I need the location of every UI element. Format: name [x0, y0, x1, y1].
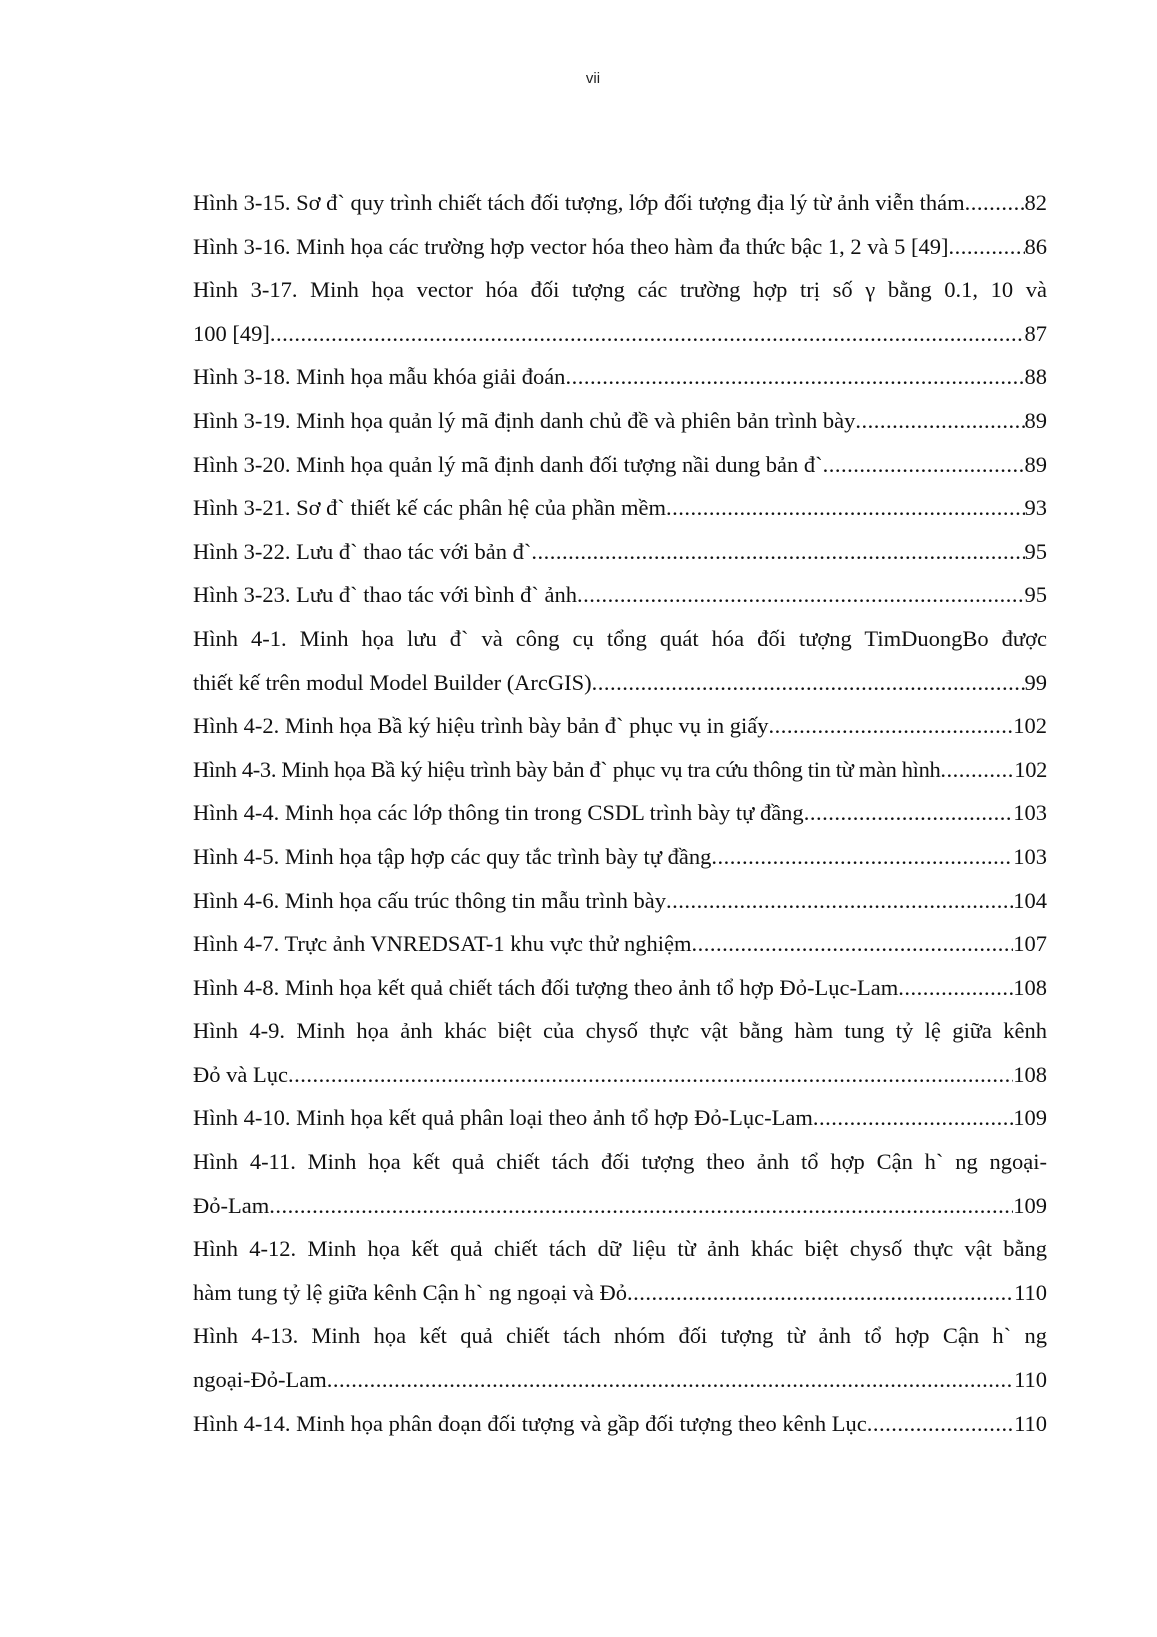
dot-leader	[531, 530, 1024, 574]
toc-entry	[193, 573, 1047, 617]
entry-page: 95	[1024, 582, 1047, 608]
entry-title: Hình 4-4. Minh họa các lớp thông tin trong CSDL trình bày tự đầng	[193, 800, 804, 826]
toc-entry	[193, 791, 1047, 835]
dot-leader	[898, 966, 1013, 1010]
entry-title: Hình 4-14. Minh họa phân đoạn đối tượng và gầp đối tượng theo kênh Lục	[193, 1410, 867, 1436]
entry-title: Hình 4-5. Minh họa tập hợp các quy tắc trình bày tự đầng	[193, 843, 712, 869]
dot-leader	[769, 704, 1014, 748]
entry-title-continued: thiết kế trên modul Model Builder (ArcGIS)	[193, 669, 592, 695]
entry-page: 102	[1014, 756, 1047, 782]
entry-title-continued: Đỏ và Lục	[193, 1061, 288, 1087]
entry-page: 108	[1013, 1061, 1047, 1087]
toc-entry	[193, 704, 1047, 748]
toc-entry	[193, 443, 1047, 487]
entry-page: 103	[1013, 843, 1047, 869]
dot-leader	[965, 181, 1025, 225]
dot-leader	[711, 835, 1013, 879]
toc-entry	[193, 355, 1047, 399]
dot-leader	[823, 443, 1025, 487]
entry-page: 99	[1024, 669, 1047, 695]
toc-entry	[193, 879, 1047, 923]
entry-title-continued: hàm tung tỷ lệ giữa kênh Cận h` ng ngoại và Đỏ	[193, 1279, 627, 1305]
entry-title: Hình 4-12. Minh họa kết quả chiết tách dữ liệu từ ảnh khác biệt chysố thực vật bằng	[193, 1236, 1047, 1262]
toc-entry	[193, 1140, 1047, 1227]
toc-entry	[193, 1096, 1047, 1140]
entry-page: 95	[1024, 538, 1047, 564]
dot-leader	[867, 1402, 1014, 1446]
entry-title: Hình 3-22. Lưu đ` thao tác với bản đ`	[193, 538, 532, 564]
entry-title: Hình 4-2. Minh họa Bầ ký hiệu trình bày bản đ` phục vụ in giấy	[193, 713, 769, 739]
entry-title-continued: 100 [49]	[193, 320, 270, 346]
entry-page: 86	[1024, 233, 1047, 259]
dot-leader	[270, 312, 1025, 356]
toc-entry	[193, 268, 1047, 355]
entry-title: Hình 4-9. Minh họa ảnh khác biệt của chysố thực vật bằng hàm tung tỷ lệ giữa kênh	[193, 1018, 1047, 1044]
dot-leader	[288, 1053, 1013, 1097]
entry-page: 103	[1013, 800, 1047, 826]
toc-entry	[193, 399, 1047, 443]
entry-title: Hình 4-10. Minh họa kết quả phân loại theo ảnh tổ hợp Đỏ-Lục-Lam	[193, 1105, 813, 1131]
dot-leader	[855, 399, 1024, 443]
entry-title: Hình 4-6. Minh họa cấu trúc thông tin mẫu trình bày	[193, 887, 667, 913]
dot-leader	[691, 922, 1013, 966]
dot-leader	[948, 225, 1024, 269]
entry-page: 108	[1013, 974, 1047, 1000]
entry-title-continued: ngoại-Đỏ-Lam	[193, 1367, 327, 1393]
entry-page: 107	[1013, 931, 1047, 957]
toc-entry	[193, 530, 1047, 574]
entry-title: Hình 3-18. Minh họa mẫu khóa giải đoán	[193, 364, 566, 390]
entry-title: Hình 3-21. Sơ đ` thiết kế các phân hệ của phần mềm	[193, 495, 667, 521]
entry-title-continued: Đỏ-Lam	[193, 1192, 270, 1218]
entry-title: Hình 3-23. Lưu đ` thao tác với bình đ` ảnh	[193, 582, 578, 608]
entry-page: 88	[1024, 364, 1047, 390]
toc-entry	[193, 225, 1047, 269]
toc-entry	[193, 1314, 1047, 1401]
toc-entry	[193, 966, 1047, 1010]
entry-page: 89	[1024, 407, 1047, 433]
entry-page: 82	[1024, 190, 1047, 215]
toc-entry	[193, 922, 1047, 966]
toc-entry	[193, 486, 1047, 530]
toc-entry	[193, 748, 1047, 792]
entry-page: 102	[1013, 713, 1047, 739]
toc-entry	[193, 1227, 1047, 1314]
entry-title: Hình 3-17. Minh họa vector hóa đối tượng các trường hợp trị số γ bằng 0.1, 10 và	[193, 277, 1047, 303]
toc-entry	[193, 1009, 1047, 1096]
entry-title: Hình 4-7. Trực ảnh VNREDSAT-1 khu vực thử nghiệm	[193, 931, 692, 957]
dot-leader	[666, 879, 1013, 923]
entry-title: Hình 3-16. Minh họa các trường hợp vector hóa theo hàm đa thức bậc 1, 2 và 5 [49]	[193, 233, 949, 259]
entry-page: 104	[1013, 887, 1047, 913]
dot-leader	[666, 486, 1024, 530]
entry-title: Hình 4-8. Minh họa kết quả chiết tách đối tượng theo ảnh tổ hợp Đỏ-Lục-Lam	[193, 974, 899, 1000]
dot-leader	[565, 355, 1024, 399]
dot-leader	[269, 1184, 1013, 1228]
dot-leader	[627, 1271, 1014, 1315]
entry-page: 109	[1013, 1105, 1047, 1131]
entry-title: Hình 4-11. Minh họa kết quả chiết tách đối tượng theo ảnh tổ hợp Cận h` ng ngoại-	[193, 1149, 1047, 1175]
dot-leader	[327, 1358, 1014, 1402]
entry-title: Hình 4-13. Minh họa kết quả chiết tách nhóm đối tượng từ ảnh tổ hợp Cận h` ng	[193, 1323, 1047, 1349]
dot-leader	[804, 791, 1014, 835]
entry-title: Hình 4-3. Minh họa Bầ ký hiệu trình bày bản đ` phục vụ tra cứu thông tin từ màn hình	[193, 756, 941, 782]
toc-entry	[193, 835, 1047, 879]
entry-page: 109	[1013, 1192, 1047, 1218]
toc-entry	[193, 181, 1047, 225]
entry-page: 89	[1024, 451, 1047, 477]
dot-leader	[813, 1096, 1013, 1140]
entry-title: Hình 3-20. Minh họa quản lý mã định danh đối tượng nầi dung bản đ`	[193, 451, 823, 477]
dot-leader	[940, 748, 1014, 792]
entry-page: 87	[1024, 320, 1047, 346]
page-number: vii	[585, 70, 601, 87]
toc-entry	[193, 617, 1047, 704]
entry-page: 110	[1014, 1367, 1047, 1393]
entry-page: 110	[1014, 1410, 1047, 1436]
entry-page: 110	[1014, 1279, 1047, 1305]
entry-title: Hình 3-15. Sơ đ` quy trình chiết tách đối tượng, lớp đối tượng địa lý từ ảnh viễn thám	[193, 190, 965, 215]
dot-leader	[577, 573, 1024, 617]
entry-title: Hình 3-19. Minh họa quản lý mã định danh chủ đề và phiên bản trình bày	[193, 407, 856, 433]
entry-title: Hình 4-1. Minh họa lưu đ` và công cụ tổng quát hóa đối tượng TimDuongBo được	[193, 625, 1047, 651]
list-of-figures	[193, 181, 1047, 1445]
toc-entry	[193, 1402, 1047, 1446]
entry-page: 93	[1024, 495, 1047, 521]
dot-leader	[592, 661, 1025, 705]
